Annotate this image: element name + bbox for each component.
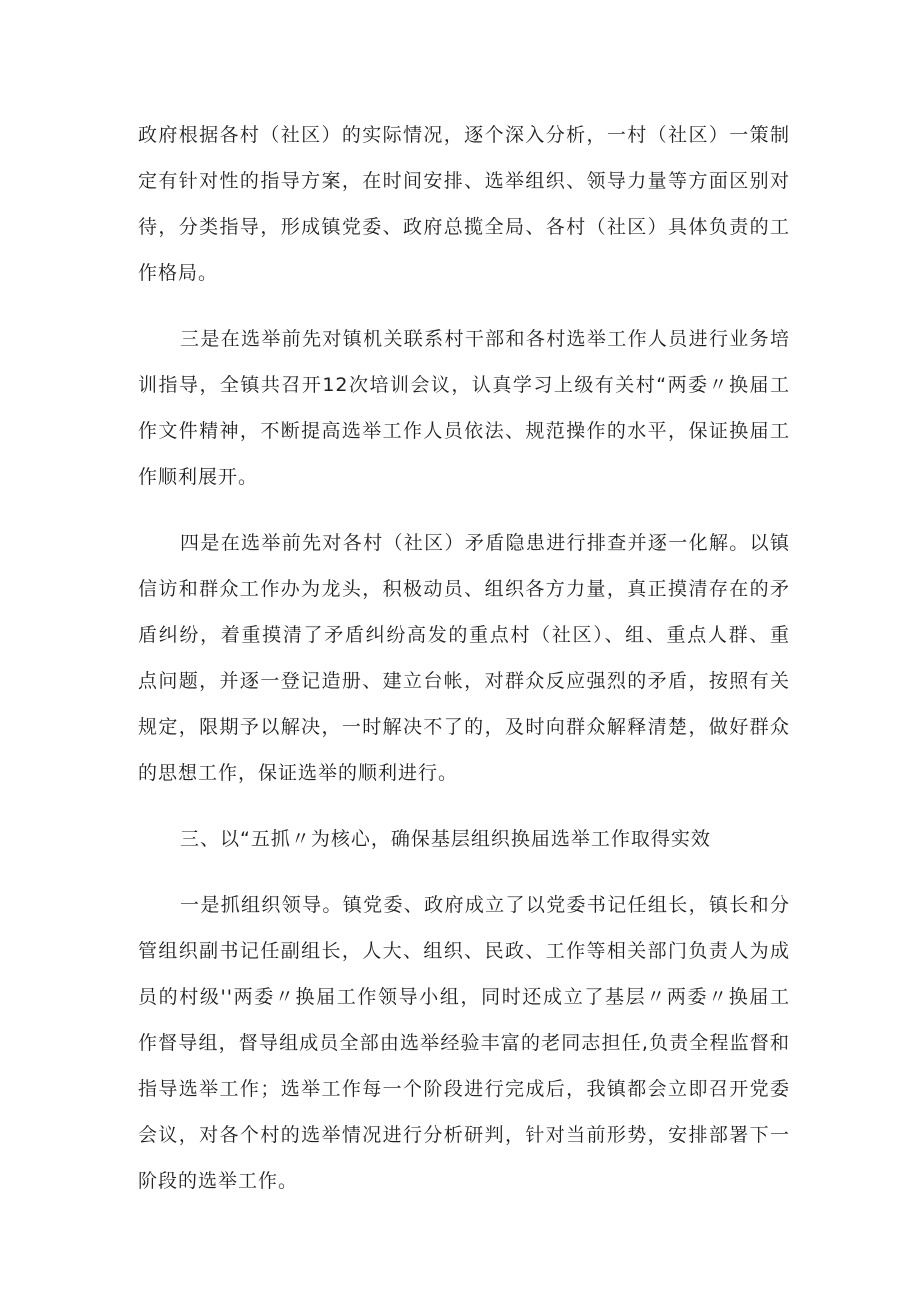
text-line: 的思想工作，保证选举的顺利进行。 (138, 762, 459, 784)
text-line: 指导选举工作；选举工作每一个阶段进行完成后，我镇都会立即召开党委 (138, 1078, 790, 1100)
paragraph-1 (138, 112, 790, 296)
paragraph-3 (138, 520, 790, 796)
text-line: 作顺利展开。 (138, 466, 259, 488)
text-line: 阶段的选举工作。 (138, 1170, 299, 1192)
heading-line: 三、以“五抓〃为核心，确保基层组织换届选举工作取得实效 (180, 828, 711, 850)
text-line: 三是在选举前先对镇机关联系村干部和各村选举工作人员进行业务培 (180, 328, 790, 350)
text-line: 点问题，并逐一登记造册、建立台帐，对群众反应强烈的矛盾，按照有关 (138, 670, 790, 692)
text-line: 规定，限期予以解决，一时解决不了的，及时向群众解释清楚，做好群众 (138, 716, 790, 738)
paragraph-2 (138, 316, 790, 500)
text-line: 信访和群众工作办为龙头，积极动员、组织各方力量，真正摸清存在的矛 (138, 578, 790, 600)
text-line: 政府根据各村（社区）的实际情况，逐个深入分析，一村（社区）一策制 (138, 124, 790, 146)
text-line: 四是在选举前先对各村（社区）矛盾隐患进行排查并逐一化解。以镇 (180, 532, 790, 554)
text-line: 定有针对性的指导方案，在时间安排、选举组织、领导力量等方面区别对 (138, 170, 790, 192)
text-line: 作督导组，督导组成员全部由选举经验丰富的老同志担任,负责全程监督和 (138, 1032, 790, 1054)
paragraph-5 (138, 882, 790, 1204)
document-body (138, 112, 790, 1224)
text-line: 员的村级''两委〃换届工作领导小组，同时还成立了基层〃两委〃换届工 (138, 986, 790, 1008)
text-line: 会议，对各个村的选举情况进行分析研判，针对当前形势，安排部署下一 (138, 1124, 790, 1146)
text-line: 管组织副书记任副组长，人大、组织、民政、工作等相关部门负责人为成 (138, 940, 790, 962)
text-line: 盾纠纷，着重摸清了矛盾纠纷高发的重点村（社区）、组、重点人群、重 (138, 624, 790, 646)
text-line: 待，分类指导，形成镇党委、政府总揽全局、各村（社区）具体负责的工 (138, 216, 790, 238)
text-line: 一是抓组织领导。镇党委、政府成立了以党委书记任组长，镇长和分 (180, 894, 790, 916)
section-heading (138, 816, 790, 862)
text-line: 训指导，全镇共召开12次培训会议，认真学习上级有关村“两委〃换届工 (138, 374, 790, 396)
text-line: 作格局。 (138, 262, 219, 284)
text-line: 作文件精神，不断提高选举工作人员依法、规范操作的水平，保证换届工 (138, 420, 790, 442)
